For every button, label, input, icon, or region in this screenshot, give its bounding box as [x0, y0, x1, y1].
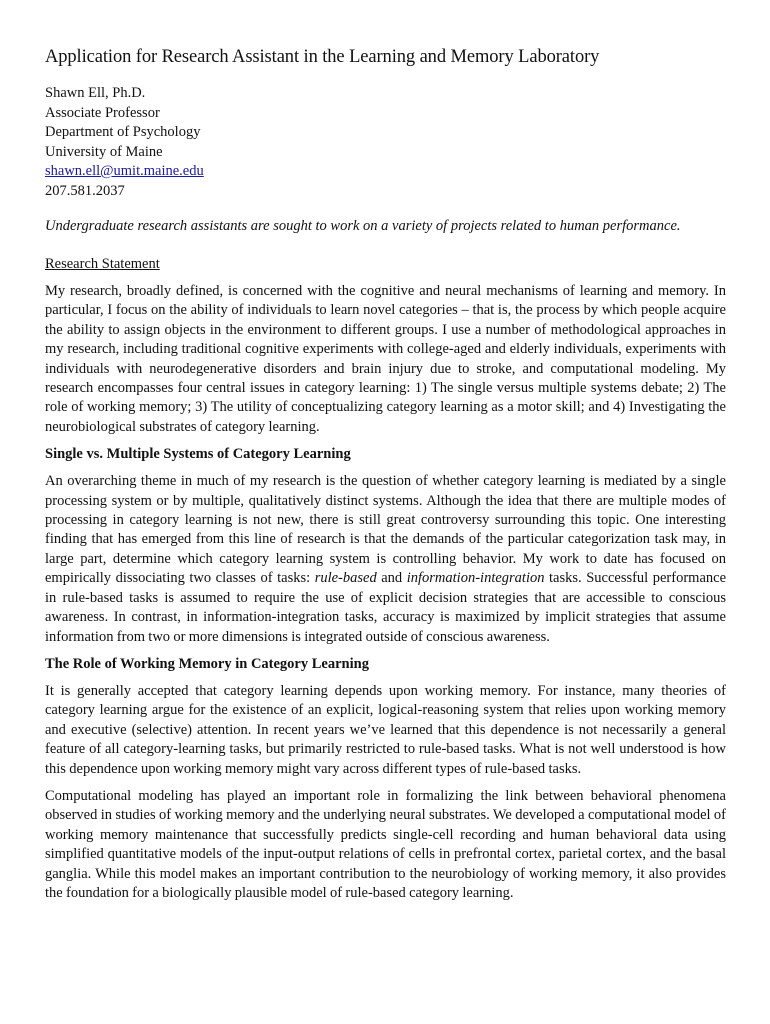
- contact-phone: 207.581.2037: [45, 182, 125, 199]
- section-paragraph-single-vs-multiple: [45, 472, 726, 647]
- contact-department: Department of Psychology: [45, 124, 201, 140]
- term-information-integration: information-integration: [406, 570, 545, 587]
- contact-block: [45, 84, 726, 201]
- contact-position: Associate Professor: [45, 104, 160, 121]
- intro-statement: Undergraduate research assistants are sought to work on a variety of projects related to human performance.: [45, 218, 681, 234]
- section-paragraph-working-memory-1: It is generally accepted that category learning depends upon working memory. For instance, many theories of category learning argue for the existence of an explicit, logical-reasoning system that relies upon working memory and executive (selective) attention. In recent years we’ve learned that this dependence is not necessarily a general feature of all category-learning tasks, but primarily restricted to rule-based tasks. What is not well understood is how this dependence upon working memory might vary across different types of rule-based tasks.: [45, 682, 726, 777]
- research-statement-label: Research Statement: [45, 256, 160, 272]
- research-statement-paragraph: My research, broadly defined, is concerned with the cognitive and neural mechanisms of learning and memory. In particular, I focus on the ability of individuals to learn novel categories – that is, the process by which people acquire the ability to assign objects in the environment to different groups. I use a number of methodological approaches in my research, including traditional cognitive experiments with college-aged and elderly individuals, experiments with individuals with neurodegenerative disorders and brain injury due to stroke, and computational modeling. My research encompasses four central issues in category learning: 1) The single versus multiple systems debate; 2) The role of working memory; 3) The utility of conceptualizing category learning as a motor skill; and 4) Investigating the neurobiological substrates of category learning.: [45, 283, 726, 435]
- contact-name: Shawn Ell, Ph.D.: [45, 85, 146, 101]
- section-paragraph-working-memory-2: Computational modeling has played an important role in formalizing the link between behavioral phenomena observed in studies of working memory and the underlying neural substrates. We developed a computational model of working memory maintenance that successfully predicts single-cell recording and human behavioral data using simplified quantitative models of the input-output relations of cells in prefrontal cortex, parietal cortex, and the basal ganglia. While this model makes an important contribution to the neurobiology of working memory, it also provides the foundation for a biologically plausible model of rule-based category learning.: [45, 787, 726, 901]
- paragraph-text: tasks. Successful performance in rule-based tasks is assumed to require the use of explicit decision strategies that are accessible to conscious awareness. In contrast, in information-integration tasks, accuracy is maximized by implicit strategies that assume information from two or more dimensions is integrated outside of conscious awareness.: [45, 570, 727, 645]
- contact-email-row: [45, 162, 726, 182]
- document-title: Application for Research Assistant in the Learning and Memory Laboratory: [45, 47, 600, 67]
- section-heading-single-vs-multiple: Single vs. Multiple Systems of Category Learning: [45, 446, 351, 463]
- paragraph-text: and: [376, 570, 407, 587]
- contact-email-link[interactable]: shawn.ell@umit.maine.edu: [45, 163, 204, 179]
- term-rule-based: rule-based: [314, 570, 377, 587]
- contact-university: University of Maine: [45, 143, 163, 160]
- paragraph-text: An overarching theme in much of my research is the question of whether category learning is mediated by a single processing system or by multiple, qualitatively distinct systems. Although the idea that there are multiple modes of processing in category learning is not new, there is still great controversy surrounding this topic. One interesting finding that has emerged from this line of research is that the demands of the particular categorization task may, in large part, determine which category learning system is controlling behavior. My work to date has focused on empirically dissociating two classes of tasks:: [45, 473, 726, 587]
- section-heading-working-memory: The Role of Working Memory in Category Learning: [45, 655, 369, 672]
